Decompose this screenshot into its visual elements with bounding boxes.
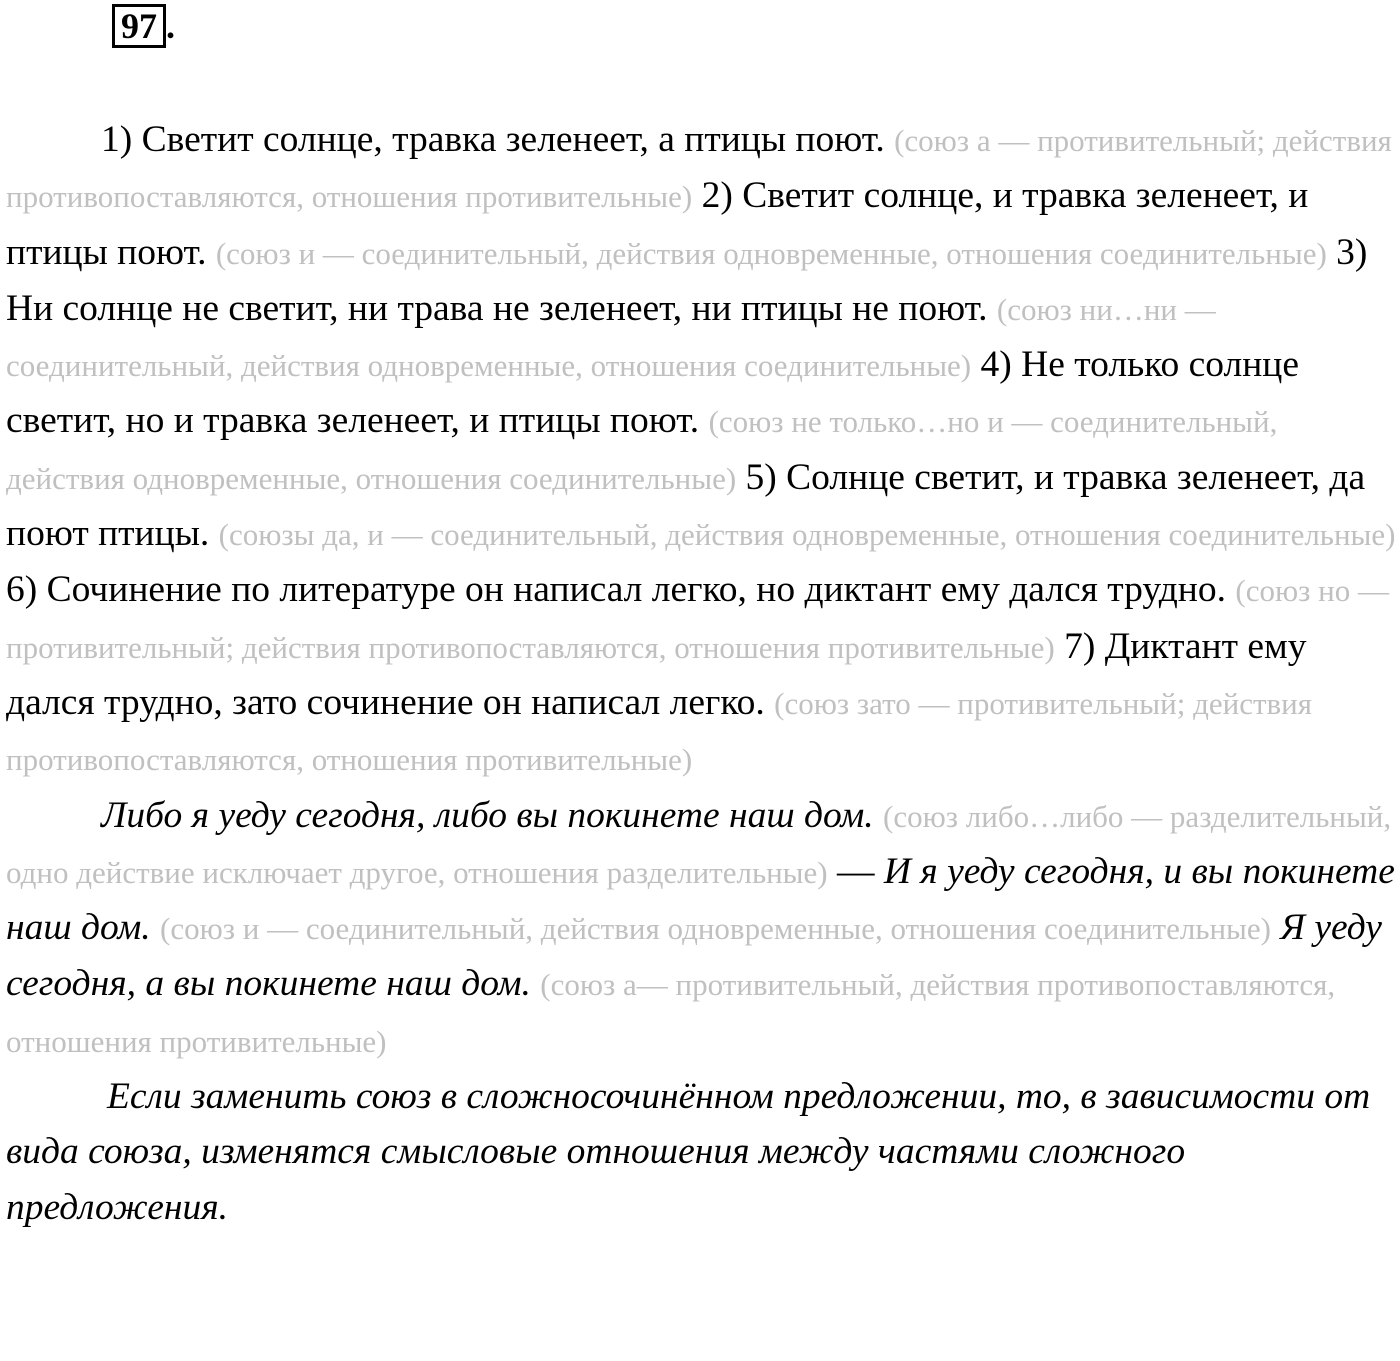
sentence-3: 3) Ни солнце не светит, ни трава не зеленеет, ни птицы не поют. bbox=[6, 231, 1368, 329]
note-5: (союзы да, и — соединительный, действия одновременные, отношения соединительные) bbox=[218, 517, 1396, 553]
sentence-5: 5) Солнце светит, и травка зеленеет, да поют птицы. bbox=[6, 456, 1366, 555]
exercise-number-dot: . bbox=[166, 6, 175, 46]
sentence-6: 6) Сочинение по литературе он написал легко, но диктант ему дался трудно. bbox=[6, 569, 1226, 611]
note-and-and: (союз и — соединительный, действия одновременные, отношения соединительные) bbox=[160, 911, 1271, 947]
note-either-or: (союз либо…либо — разделительный, одно действие исключает другое, отношения разделительные) bbox=[6, 798, 1392, 890]
sentence-but: Я уеду сегодня, а вы покинете наш дом. bbox=[6, 907, 1382, 1005]
exercise-number bbox=[112, 4, 175, 48]
note-2: (союз и — соединительный, действия одновременные, отношения соединительные) bbox=[215, 235, 1327, 271]
note-but: (союз а— противительный, действия противопоставляются, отношения противительные) bbox=[6, 967, 1336, 1059]
note-4: (союз не только…но и — соединительный, действия одновременные, отношения соединительные) bbox=[6, 404, 1278, 496]
sentence-7: 7) Диктант ему дался трудно, зато сочинение он написал легко. bbox=[6, 625, 1307, 723]
conclusion: Если заменить союз в сложносочинённом предложении, то, в зависимости от вида союза, изменятся смысловые отношения между частями сложного предложения. bbox=[6, 1076, 1371, 1228]
sentence-either-or: Либо я уеду сегодня, либо вы покинете наш дом. bbox=[101, 794, 874, 836]
note-6: (союз но — противительный; действия противопоставляются, отношения противительные) bbox=[6, 573, 1389, 665]
sentence-2: 2) Светит солнце, и травка зеленеет, и птицы поют. bbox=[6, 175, 1309, 273]
paragraph-transformations bbox=[6, 788, 1398, 1069]
answer-text bbox=[6, 112, 1398, 1235]
note-3: (союз ни…ни — соединительный, действия одновременные, отношения соединительные) bbox=[6, 291, 1216, 384]
sentence-and-and: И я уеду сегодня, и вы покинете наш дом. bbox=[6, 850, 1395, 949]
sentence-4: 4) Не только солнце светит, но и травка зеленеет, и птицы поют. bbox=[6, 344, 1300, 442]
dash-separator: — bbox=[836, 850, 875, 892]
note-1: (союз а — противительный; действия противопоставляются, отношения противительные) bbox=[6, 123, 1392, 215]
sentence-1: 1) Светит солнце, травка зеленеет, а птицы поют. bbox=[101, 119, 885, 160]
note-7: (союз зато — противительный; действия противопоставляются, отношения противительные) bbox=[6, 685, 1312, 778]
paragraph-examples bbox=[6, 112, 1398, 788]
exercise-number-box: 97 bbox=[112, 4, 166, 48]
